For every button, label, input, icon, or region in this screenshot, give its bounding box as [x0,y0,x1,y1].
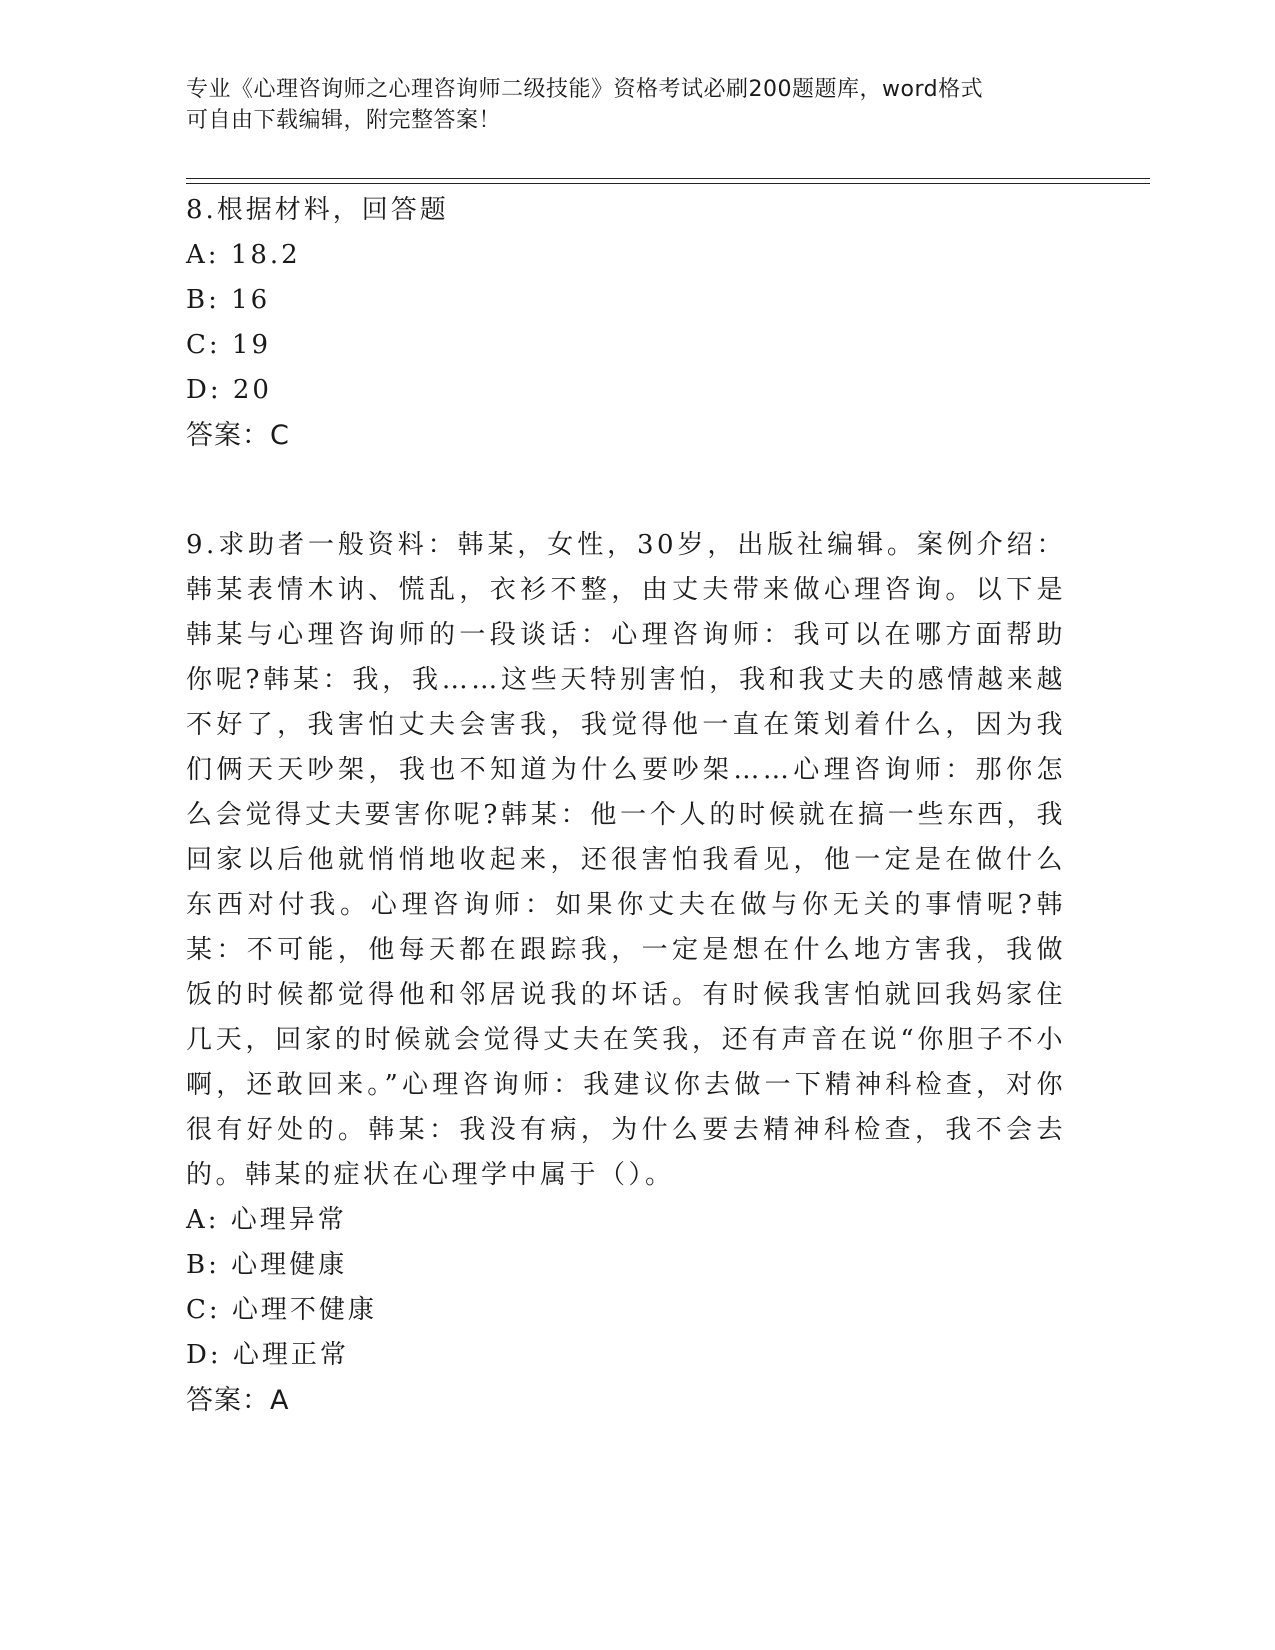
question-8 [186,188,1066,458]
option-a: A: 心理异常 [186,1205,347,1235]
header-line-1: 专业《心理咨询师之心理咨询师二级技能》资格考试必刷200题题库，word格式 [186,77,984,102]
answer-line: 答案：C [186,420,290,451]
option-b: B: 16 [186,285,271,315]
question-9 [186,523,1066,1423]
question-stem: 9.求助者一般资料：韩某，女性，30岁，出版社编辑。案例介绍：韩某表情木讷、慌乱，衣衫不整，由丈夫带来做心理咨询。以下是韩某与心理咨询师的一段谈话：心理咨询师：我可以在哪方面帮助你呢?韩某：我，我……这些天特别害怕，我和我丈夫的感情越来越不好了，我害怕丈夫会害我，我觉得他一直在策划着什么，因为我们俩天天吵架，我也不知道为什么要吵架……心理咨询师：那你怎么会觉得丈夫要害你呢?韩某：他一个人的时候就在搞一些东西，我回家以后他就悄悄地收起来，还很害怕我看见，他一定是在做什么东西对付我。心理咨询师：如果你丈夫在做与你无关的事情呢?韩某：不可能，他每天都在跟踪我，一定是想在什么地方害我，我做饭的时候都觉得他和邻居说我的坏话。有时候我害怕就回我妈家住几天，回家的时候就会觉得丈夫在笑我，还有声音在说“你胆子不小啊，还敢回来。”心理咨询师：我建议你去做一下精神科检查，对你很有好处的。韩某：我没有病，为什么要去精神科检查，我不会去的。韩某的症状在心理学中属于（）。 [186,530,1066,1190]
option-c: C: 心理不健康 [186,1295,377,1325]
question-stem: 8.根据材料，回答题 [186,195,449,225]
header-divider-top [186,178,1150,179]
header-divider-bottom [186,183,1150,184]
answer-line: 答案：A [186,1385,290,1416]
header-line-2: 可自由下载编辑，附完整答案！ [186,108,502,133]
option-c: C: 19 [186,330,272,360]
option-a: A: 18.2 [186,240,301,270]
question-list [186,188,1066,1423]
question-spacer [186,458,1066,523]
option-d: D: 20 [186,375,272,405]
document-header [186,74,1066,136]
option-b: B: 心理健康 [186,1250,348,1280]
option-d: D: 心理正常 [186,1340,349,1370]
